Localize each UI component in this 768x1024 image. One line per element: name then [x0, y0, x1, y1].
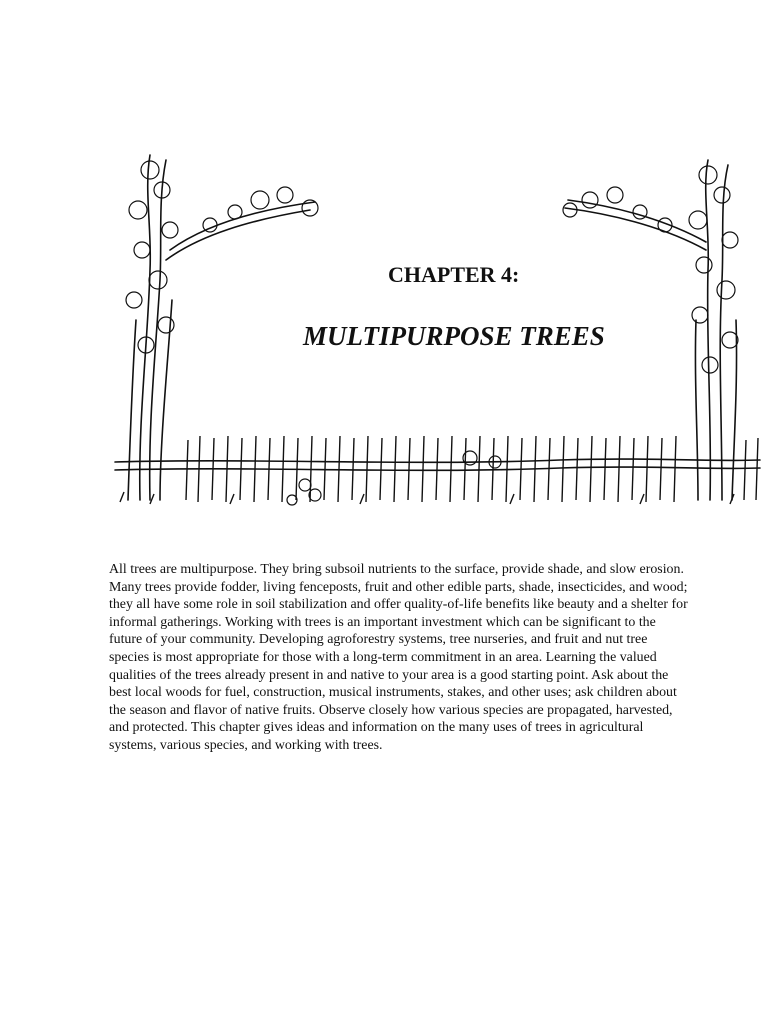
chapter-title: MULTIPURPOSE TREES	[303, 321, 605, 351]
chapter-number-label: CHAPTER 4:	[388, 262, 520, 287]
chapter-illustration	[110, 140, 765, 520]
chapter-intro-paragraph: All trees are multipurpose. They bring subsoil nutrients to the surface, provide shade, and slow erosion. Many trees provide fodder, living fenceposts, fruit and other edible parts, shade, insecticides, and wood; they all have some role in soil stabilization and offer quality-of-life benefits like beauty and a shelter for informal gatherings. Working with trees is an important investment which can be significant to the future of your community. Developing agroforestry systems, tree nurseries, and fruit and nut tree species is most appropriate for those with a long-term commitment in an area. Learning the valued qualities of the trees already present in and native to your area is a good starting point. Ask about the best local woods for fuel, construction, musical instruments, stakes, and other uses; ask children about the season and flavor of native fruits. Observe closely how various species are propagated, harvested, and protected. This chapter gives ideas and information on the many uses of trees in agricultural systems, various species, and working with trees.	[109, 562, 688, 753]
